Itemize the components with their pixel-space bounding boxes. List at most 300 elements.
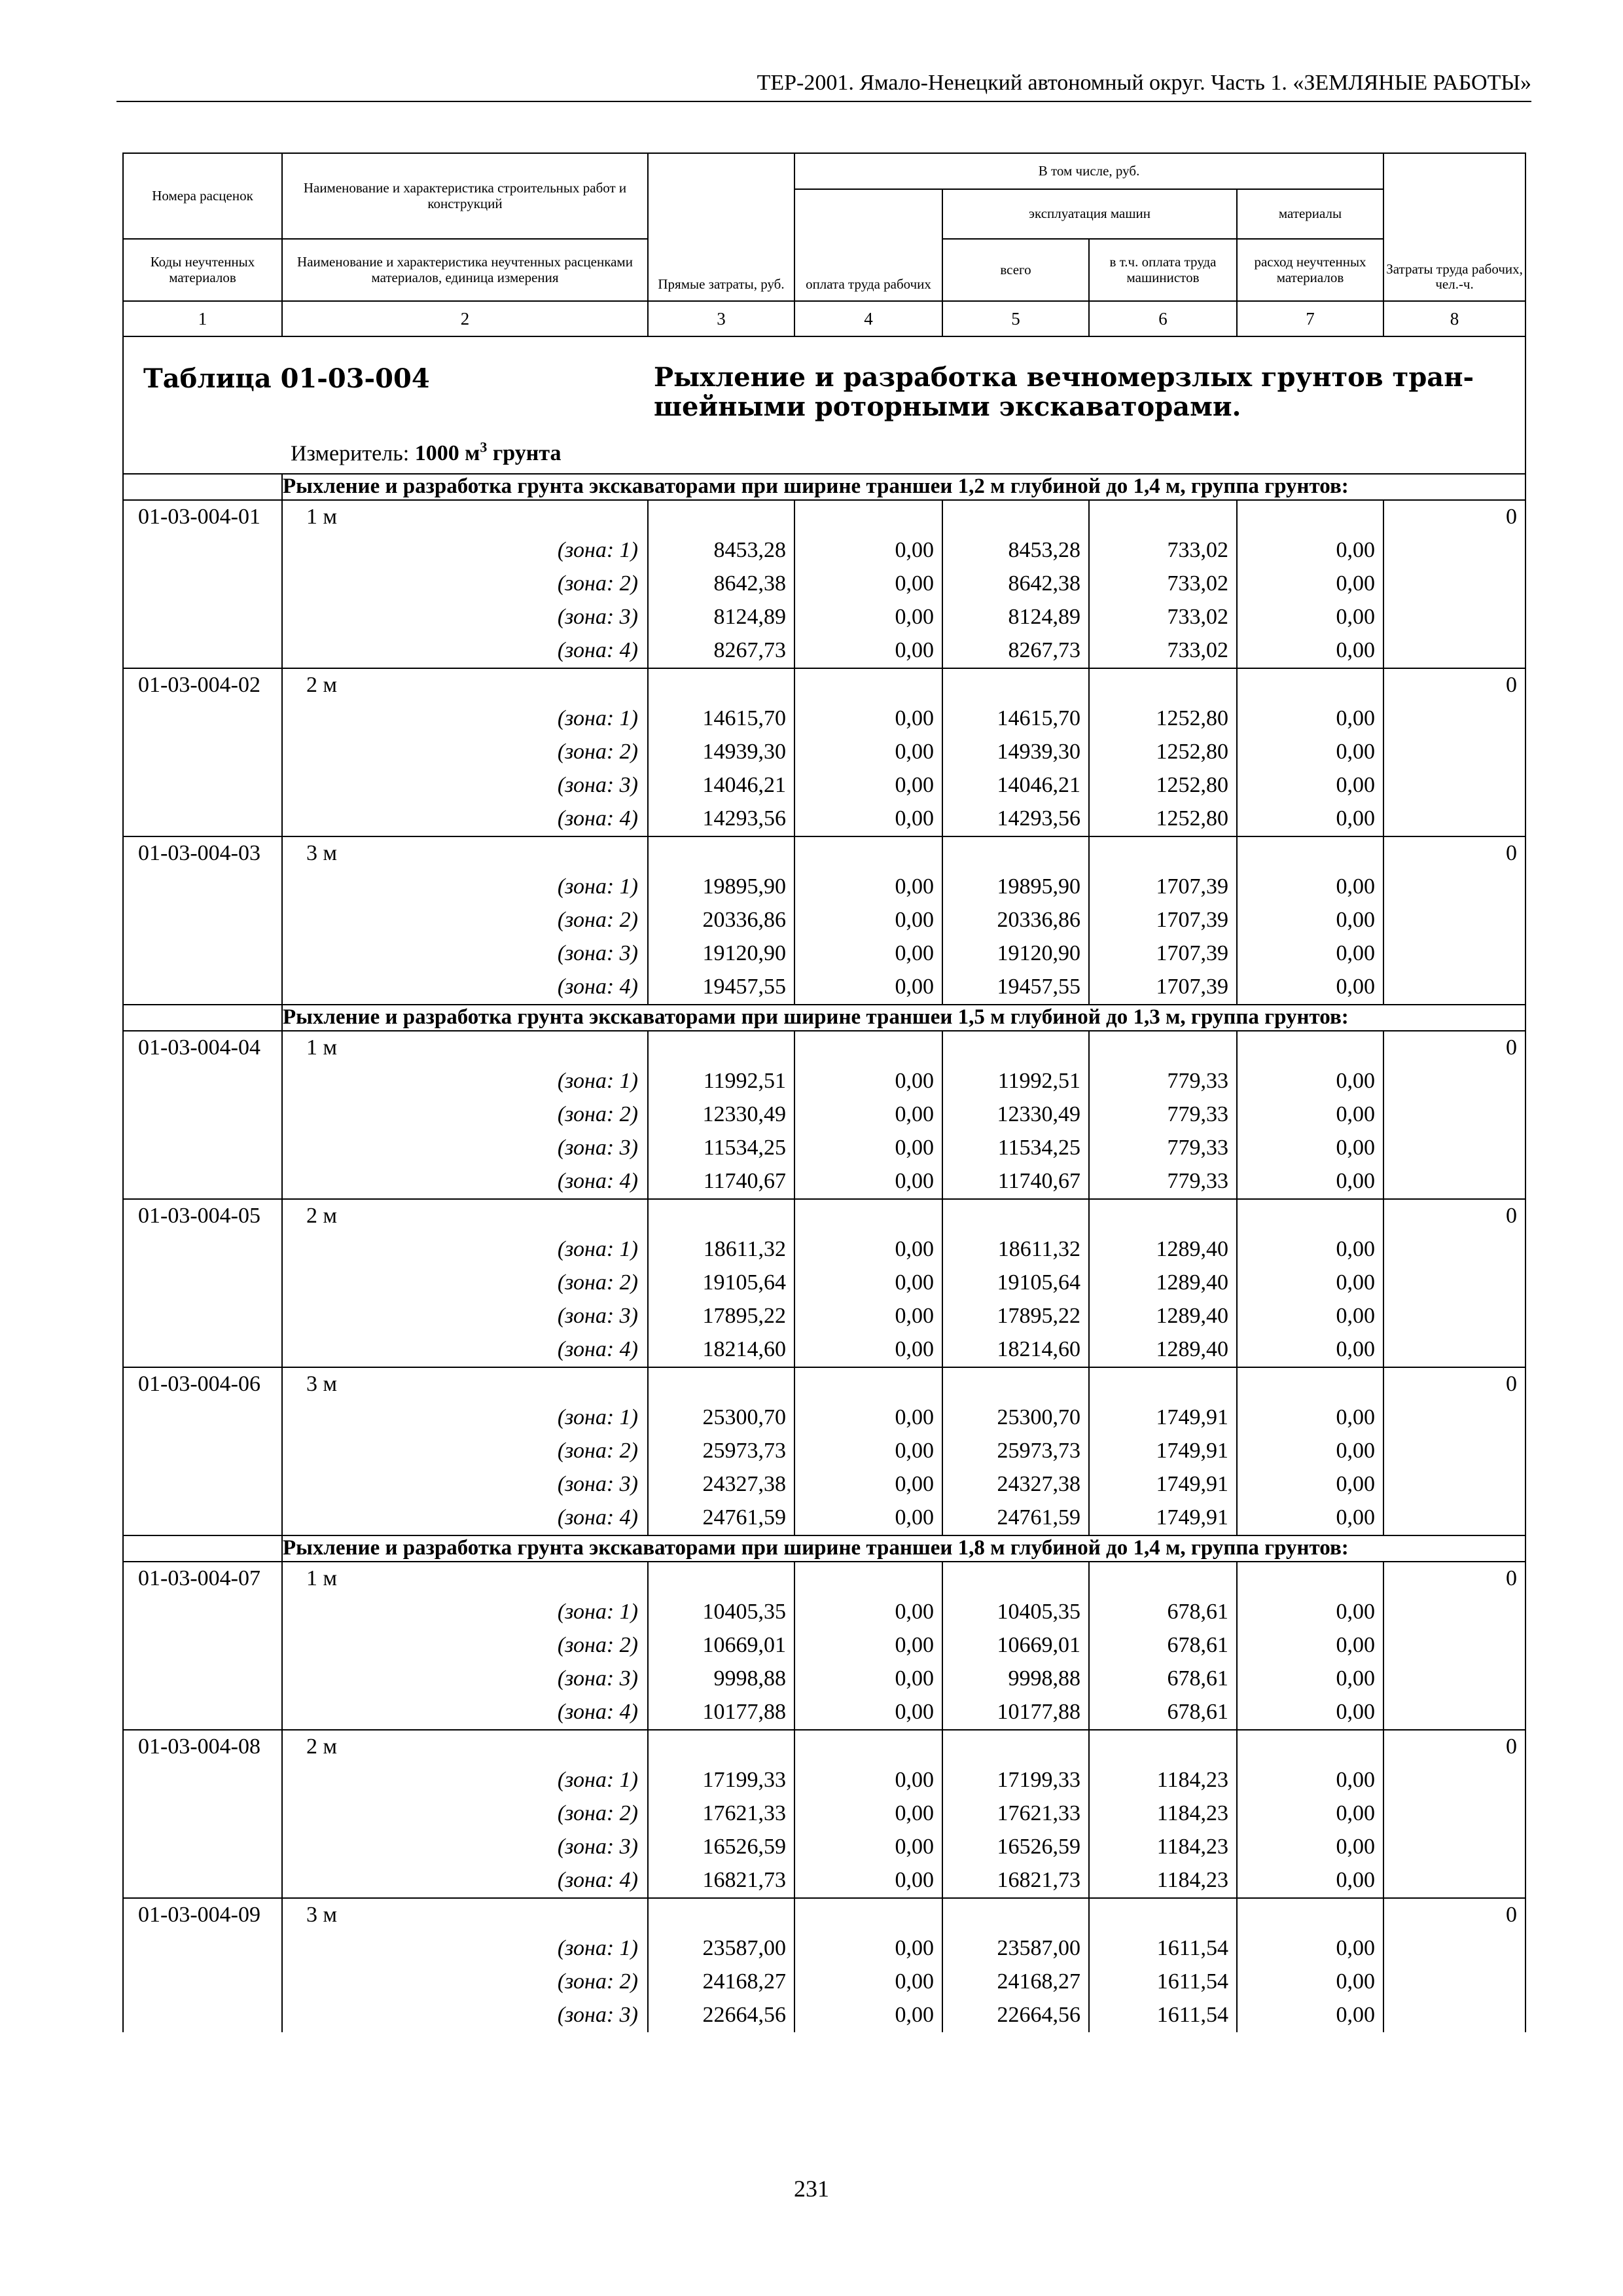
empty-cell: [648, 1367, 794, 1401]
materials: 0,00: [1237, 1266, 1383, 1300]
direct-cost: 16526,59: [648, 1831, 794, 1864]
empty-cell: [1383, 1165, 1525, 1199]
machinist-pay: 678,61: [1089, 1629, 1237, 1662]
zone-label: (зона: 3): [282, 1300, 648, 1333]
empty-cell: [1089, 1562, 1237, 1596]
empty-cell: [794, 1031, 942, 1065]
direct-cost: 11992,51: [648, 1065, 794, 1098]
machines-total: 14615,70: [942, 702, 1089, 736]
machines-total: 25973,73: [942, 1435, 1089, 1468]
empty-cell: [123, 870, 282, 904]
zone-label: (зона: 1): [282, 870, 648, 904]
rate-row: [123, 1367, 1525, 1401]
header-col6: в т.ч. оплата труда машинистов: [1089, 239, 1237, 301]
rate-code: 01-03-004-04: [123, 1031, 282, 1065]
machinist-pay: 1184,23: [1089, 1864, 1237, 1898]
rate-name: 2 м: [282, 1199, 648, 1233]
empty-cell: [123, 1468, 282, 1501]
worker-pay: 0,00: [794, 1401, 942, 1435]
direct-cost: 8124,89: [648, 601, 794, 634]
empty-cell: [1383, 1468, 1525, 1501]
empty-cell: [1383, 1501, 1525, 1535]
machinist-pay: 779,33: [1089, 1132, 1237, 1165]
labor-cost: 0: [1383, 1562, 1525, 1596]
machines-total: 18214,60: [942, 1333, 1089, 1367]
direct-cost: 10669,01: [648, 1629, 794, 1662]
worker-pay: 0,00: [794, 1098, 942, 1132]
empty-cell: [123, 1831, 282, 1864]
machinist-pay: 1184,23: [1089, 1831, 1237, 1864]
zone-label: (зона: 2): [282, 1266, 648, 1300]
header-col2-bottom: Наименование и характеристика неучтенных расценками материалов, единица измерения: [282, 239, 648, 301]
zone-label: (зона: 1): [282, 702, 648, 736]
empty-cell: [123, 1629, 282, 1662]
empty-cell: [1237, 500, 1383, 534]
machinist-pay: 1289,40: [1089, 1233, 1237, 1266]
column-number: 2: [282, 301, 648, 336]
empty-cell: [942, 1031, 1089, 1065]
rate-name: 1 м: [282, 1031, 648, 1065]
empty-cell: [942, 1562, 1089, 1596]
machines-total: 12330,49: [942, 1098, 1089, 1132]
zone-label: (зона: 1): [282, 1596, 648, 1629]
machinist-pay: 1289,40: [1089, 1300, 1237, 1333]
empty-cell: [1237, 1199, 1383, 1233]
empty-cell: [1383, 1333, 1525, 1367]
machinist-pay: 1707,39: [1089, 904, 1237, 937]
machines-total: 23587,00: [942, 1932, 1089, 1965]
materials: 0,00: [1237, 1764, 1383, 1797]
zone-row: [123, 870, 1525, 904]
direct-cost: 9998,88: [648, 1662, 794, 1696]
machinist-pay: 733,02: [1089, 534, 1237, 567]
materials: 0,00: [1237, 1696, 1383, 1730]
worker-pay: 0,00: [794, 937, 942, 971]
machinist-pay: 1184,23: [1089, 1797, 1237, 1831]
meter-value: [415, 441, 562, 465]
zone-row: [123, 802, 1525, 836]
worker-pay: 0,00: [794, 634, 942, 668]
zone-row: [123, 1401, 1525, 1435]
machines-total: 25300,70: [942, 1401, 1089, 1435]
zone-row: [123, 769, 1525, 802]
direct-cost: 22664,56: [648, 1999, 794, 2032]
machines-total: 19105,64: [942, 1266, 1089, 1300]
materials: 0,00: [1237, 1233, 1383, 1266]
machinist-pay: 779,33: [1089, 1065, 1237, 1098]
empty-cell: [1383, 1864, 1525, 1898]
materials: 0,00: [1237, 904, 1383, 937]
direct-cost: 25300,70: [648, 1401, 794, 1435]
zone-row: [123, 702, 1525, 736]
empty-cell: [123, 1165, 282, 1199]
empty-cell: [123, 1098, 282, 1132]
labor-cost: 0: [1383, 836, 1525, 870]
empty-cell: [123, 1401, 282, 1435]
zone-label: (зона: 2): [282, 1098, 648, 1132]
header-col5: всего: [942, 239, 1089, 301]
empty-cell: [794, 1898, 942, 1932]
direct-cost: 17199,33: [648, 1764, 794, 1797]
worker-pay: 0,00: [794, 1468, 942, 1501]
materials: 0,00: [1237, 769, 1383, 802]
header-col1-bottom: Коды неучтенных материалов: [123, 239, 282, 301]
direct-cost: 18214,60: [648, 1333, 794, 1367]
worker-pay: 0,00: [794, 1435, 942, 1468]
zone-label: (зона: 3): [282, 1831, 648, 1864]
page-header: ТЕР-2001. Ямало-Ненецкий автономный округ. Часть 1. «ЗЕМЛЯНЫЕ РАБОТЫ»: [116, 71, 1531, 102]
empty-cell: [1237, 1898, 1383, 1932]
worker-pay: 0,00: [794, 736, 942, 769]
table-number: Таблица 01-03-004: [143, 363, 430, 394]
worker-pay: 0,00: [794, 601, 942, 634]
section-blank: [123, 1535, 282, 1562]
column-number: 3: [648, 301, 794, 336]
machinist-pay: 1289,40: [1089, 1266, 1237, 1300]
zone-label: (зона: 3): [282, 769, 648, 802]
empty-cell: [1383, 1266, 1525, 1300]
empty-cell: [1089, 1730, 1237, 1764]
zone-label: (зона: 4): [282, 1333, 648, 1367]
empty-cell: [1383, 1401, 1525, 1435]
empty-cell: [648, 668, 794, 702]
empty-cell: [1383, 1629, 1525, 1662]
table-title-block: [123, 336, 1525, 474]
rate-name: 2 м: [282, 668, 648, 702]
zone-row: [123, 1132, 1525, 1165]
materials: 0,00: [1237, 1797, 1383, 1831]
empty-cell: [123, 1932, 282, 1965]
rate-code: 01-03-004-05: [123, 1199, 282, 1233]
machines-total: 9998,88: [942, 1662, 1089, 1696]
header-including: В том числе, руб.: [794, 153, 1383, 189]
empty-cell: [123, 1965, 282, 1999]
zone-row: [123, 1233, 1525, 1266]
column-number: 5: [942, 301, 1089, 336]
empty-cell: [1383, 534, 1525, 567]
machines-total: 11992,51: [942, 1065, 1089, 1098]
empty-cell: [648, 836, 794, 870]
machinist-pay: 1707,39: [1089, 971, 1237, 1005]
materials: 0,00: [1237, 1965, 1383, 1999]
machines-total: 19457,55: [942, 971, 1089, 1005]
zone-label: (зона: 4): [282, 802, 648, 836]
rate-row: [123, 1562, 1525, 1596]
zone-label: (зона: 2): [282, 1435, 648, 1468]
machinist-pay: 1749,91: [1089, 1435, 1237, 1468]
table-title-line: Рыхление и разработка вечномерзлых грунтов тран-: [654, 362, 1474, 393]
zone-row: [123, 1435, 1525, 1468]
direct-cost: 24168,27: [648, 1965, 794, 1999]
worker-pay: 0,00: [794, 1932, 942, 1965]
empty-cell: [1089, 500, 1237, 534]
meter-sup: 3: [480, 439, 488, 456]
empty-cell: [1383, 1662, 1525, 1696]
materials: 0,00: [1237, 1501, 1383, 1535]
rate-code: 01-03-004-02: [123, 668, 282, 702]
labor-cost: 0: [1383, 1199, 1525, 1233]
zone-label: (зона: 2): [282, 904, 648, 937]
header-col4: оплата труда рабочих: [794, 189, 942, 301]
meter-unit: грунта: [487, 441, 562, 466]
section-title: Рыхление и разработка грунта экскаваторами при ширине траншеи 1,5 м глубиной до 1,3 м, группа грунтов:: [282, 1005, 1525, 1031]
machinist-pay: 1611,54: [1089, 1999, 1237, 2032]
zone-label: (зона: 3): [282, 937, 648, 971]
empty-cell: [123, 702, 282, 736]
empty-cell: [123, 1596, 282, 1629]
rate-code: 01-03-004-07: [123, 1562, 282, 1596]
worker-pay: 0,00: [794, 870, 942, 904]
worker-pay: 0,00: [794, 1065, 942, 1098]
zone-row: [123, 1333, 1525, 1367]
rate-code: 01-03-004-03: [123, 836, 282, 870]
rate-code: 01-03-004-06: [123, 1367, 282, 1401]
rate-row: [123, 1730, 1525, 1764]
labor-cost: 0: [1383, 500, 1525, 534]
direct-cost: 14615,70: [648, 702, 794, 736]
zone-row: [123, 1831, 1525, 1864]
materials: 0,00: [1237, 1468, 1383, 1501]
zone-row: [123, 736, 1525, 769]
machines-total: 20336,86: [942, 904, 1089, 937]
empty-cell: [1383, 601, 1525, 634]
machinist-pay: 1707,39: [1089, 870, 1237, 904]
empty-cell: [123, 1999, 282, 2032]
machinist-pay: 733,02: [1089, 567, 1237, 601]
worker-pay: 0,00: [794, 1596, 942, 1629]
empty-cell: [1383, 1065, 1525, 1098]
materials: 0,00: [1237, 601, 1383, 634]
empty-cell: [1383, 1965, 1525, 1999]
direct-cost: 8267,73: [648, 634, 794, 668]
materials: 0,00: [1237, 1132, 1383, 1165]
empty-cell: [1089, 1199, 1237, 1233]
zone-label: (зона: 2): [282, 736, 648, 769]
worker-pay: 0,00: [794, 904, 942, 937]
empty-cell: [123, 1696, 282, 1730]
meter-value-text: 1000 м: [414, 441, 480, 466]
machinist-pay: 1252,80: [1089, 769, 1237, 802]
zone-row: [123, 1629, 1525, 1662]
header-col1-top: Номера расценок: [123, 153, 282, 239]
zone-row: [123, 1764, 1525, 1797]
worker-pay: 0,00: [794, 1266, 942, 1300]
rate-row: [123, 1898, 1525, 1932]
machinist-pay: 733,02: [1089, 634, 1237, 668]
materials: 0,00: [1237, 1831, 1383, 1864]
machinist-pay: 1252,80: [1089, 802, 1237, 836]
header-col3: Прямые затраты, руб.: [648, 153, 794, 301]
worker-pay: 0,00: [794, 1165, 942, 1199]
materials: 0,00: [1237, 1065, 1383, 1098]
zone-row: [123, 937, 1525, 971]
empty-cell: [1383, 769, 1525, 802]
zone-row: [123, 971, 1525, 1005]
empty-cell: [1089, 1898, 1237, 1932]
direct-cost: 8453,28: [648, 534, 794, 567]
worker-pay: 0,00: [794, 1233, 942, 1266]
rate-row: [123, 500, 1525, 534]
labor-cost: 0: [1383, 1730, 1525, 1764]
empty-cell: [123, 1764, 282, 1797]
empty-cell: [1383, 1300, 1525, 1333]
machinist-pay: 779,33: [1089, 1165, 1237, 1199]
materials: 0,00: [1237, 1999, 1383, 2032]
empty-cell: [942, 668, 1089, 702]
empty-cell: [648, 500, 794, 534]
materials: 0,00: [1237, 1435, 1383, 1468]
machines-total: 11740,67: [942, 1165, 1089, 1199]
machines-total: 16821,73: [942, 1864, 1089, 1898]
empty-cell: [1383, 567, 1525, 601]
materials: 0,00: [1237, 1932, 1383, 1965]
column-number: 4: [794, 301, 942, 336]
machinist-pay: 1611,54: [1089, 1965, 1237, 1999]
empty-cell: [794, 836, 942, 870]
header-col8: Затраты труда рабочих, чел.-ч.: [1383, 153, 1525, 301]
zone-row: [123, 1468, 1525, 1501]
rate-name: 2 м: [282, 1730, 648, 1764]
empty-cell: [1237, 836, 1383, 870]
zone-row: [123, 1501, 1525, 1535]
direct-cost: 17895,22: [648, 1300, 794, 1333]
machinist-pay: 1252,80: [1089, 736, 1237, 769]
zone-row: [123, 904, 1525, 937]
empty-cell: [123, 1266, 282, 1300]
empty-cell: [1383, 870, 1525, 904]
header-machines: эксплуатация машин: [942, 189, 1237, 239]
zone-row: [123, 634, 1525, 668]
direct-cost: 12330,49: [648, 1098, 794, 1132]
direct-cost: 11740,67: [648, 1165, 794, 1199]
worker-pay: 0,00: [794, 1764, 942, 1797]
machines-total: 14939,30: [942, 736, 1089, 769]
machines-total: 17621,33: [942, 1797, 1089, 1831]
header-materials: материалы: [1237, 189, 1383, 239]
column-number: 1: [123, 301, 282, 336]
materials: 0,00: [1237, 1165, 1383, 1199]
direct-cost: 10405,35: [648, 1596, 794, 1629]
labor-cost: 0: [1383, 668, 1525, 702]
rate-row: [123, 836, 1525, 870]
zone-row: [123, 1098, 1525, 1132]
direct-cost: 11534,25: [648, 1132, 794, 1165]
section-row: [123, 1535, 1525, 1562]
empty-cell: [123, 567, 282, 601]
worker-pay: 0,00: [794, 1501, 942, 1535]
machines-total: 10405,35: [942, 1596, 1089, 1629]
machinist-pay: 1749,91: [1089, 1501, 1237, 1535]
direct-cost: 10177,88: [648, 1696, 794, 1730]
section-title: Рыхление и разработка грунта экскаваторами при ширине траншеи 1,8 м глубиной до 1,4 м, группа грунтов:: [282, 1535, 1525, 1562]
machinist-pay: 779,33: [1089, 1098, 1237, 1132]
zone-label: (зона: 2): [282, 567, 648, 601]
machines-total: 18611,32: [942, 1233, 1089, 1266]
machines-total: 10669,01: [942, 1629, 1089, 1662]
empty-cell: [1383, 1132, 1525, 1165]
machinist-pay: 678,61: [1089, 1662, 1237, 1696]
machines-total: 19120,90: [942, 937, 1089, 971]
empty-cell: [648, 1562, 794, 1596]
machinist-pay: 1749,91: [1089, 1401, 1237, 1435]
empty-cell: [942, 1199, 1089, 1233]
empty-cell: [123, 1797, 282, 1831]
worker-pay: 0,00: [794, 1629, 942, 1662]
empty-cell: [123, 534, 282, 567]
materials: 0,00: [1237, 971, 1383, 1005]
direct-cost: 24761,59: [648, 1501, 794, 1535]
worker-pay: 0,00: [794, 702, 942, 736]
section-title: Рыхление и разработка грунта экскаваторами при ширине траншеи 1,2 м глубиной до 1,4 м, группа грунтов:: [282, 474, 1525, 500]
direct-cost: 20336,86: [648, 904, 794, 937]
zone-row: [123, 1797, 1525, 1831]
empty-cell: [1383, 802, 1525, 836]
empty-cell: [1383, 736, 1525, 769]
worker-pay: 0,00: [794, 534, 942, 567]
machinist-pay: 733,02: [1089, 601, 1237, 634]
machines-total: 10177,88: [942, 1696, 1089, 1730]
empty-cell: [1089, 668, 1237, 702]
meter-label: Измеритель:: [291, 441, 415, 466]
materials: 0,00: [1237, 534, 1383, 567]
empty-cell: [1383, 1764, 1525, 1797]
empty-cell: [1237, 1730, 1383, 1764]
machinist-pay: 1289,40: [1089, 1333, 1237, 1367]
column-number: 8: [1383, 301, 1525, 336]
empty-cell: [794, 1199, 942, 1233]
materials: 0,00: [1237, 1629, 1383, 1662]
empty-cell: [1383, 1435, 1525, 1468]
worker-pay: 0,00: [794, 1300, 942, 1333]
empty-cell: [1383, 1797, 1525, 1831]
zone-label: (зона: 3): [282, 601, 648, 634]
empty-cell: [123, 937, 282, 971]
empty-cell: [794, 1367, 942, 1401]
empty-cell: [123, 904, 282, 937]
table-title-line: шейными роторными экскаваторами.: [654, 391, 1241, 422]
materials: 0,00: [1237, 1401, 1383, 1435]
zone-row: [123, 1300, 1525, 1333]
materials: 0,00: [1237, 1864, 1383, 1898]
machines-total: 19895,90: [942, 870, 1089, 904]
direct-cost: 14939,30: [648, 736, 794, 769]
empty-cell: [123, 1501, 282, 1535]
empty-cell: [123, 1233, 282, 1266]
machines-total: 16526,59: [942, 1831, 1089, 1864]
zone-label: (зона: 2): [282, 1797, 648, 1831]
zone-row: [123, 567, 1525, 601]
worker-pay: 0,00: [794, 802, 942, 836]
zone-row: [123, 1932, 1525, 1965]
empty-cell: [123, 1662, 282, 1696]
zone-label: (зона: 4): [282, 1501, 648, 1535]
labor-cost: 0: [1383, 1367, 1525, 1401]
header-col7: расход неучтенных материалов: [1237, 239, 1383, 301]
empty-cell: [1383, 1831, 1525, 1864]
empty-cell: [1237, 1031, 1383, 1065]
empty-cell: [1383, 1696, 1525, 1730]
direct-cost: 19895,90: [648, 870, 794, 904]
empty-cell: [1237, 1367, 1383, 1401]
section-blank: [123, 474, 282, 500]
machines-total: 11534,25: [942, 1132, 1089, 1165]
machines-total: 17199,33: [942, 1764, 1089, 1797]
empty-cell: [123, 1864, 282, 1898]
measurement-unit: [291, 439, 561, 466]
empty-cell: [794, 500, 942, 534]
rate-row: [123, 668, 1525, 702]
zone-row: [123, 1999, 1525, 2032]
